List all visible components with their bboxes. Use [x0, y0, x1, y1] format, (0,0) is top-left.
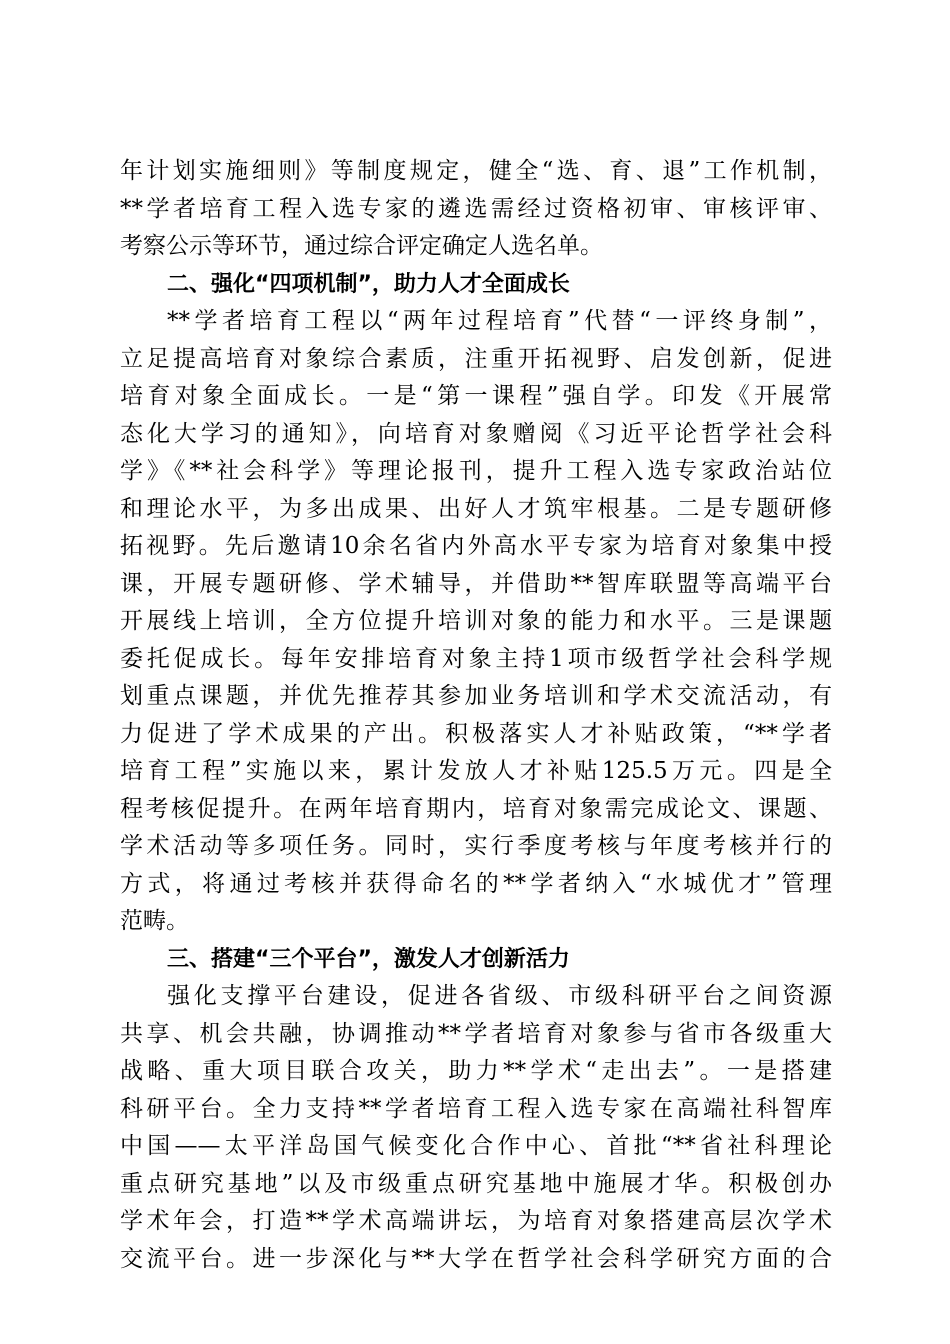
text-line: 委托促成长。每年安排培育对象主持1项市级哲学社会科学规	[120, 645, 832, 672]
text-line: **学者培育工程入选专家的遴选需经过资格初审、审核评审、	[120, 195, 832, 222]
text-line: 战略、重大项目联合攻关，助力**学术“走出去”。一是搭建	[120, 1058, 832, 1084]
text-line: 程考核促提升。在两年培育期内，培育对象需完成论文、课题、	[120, 795, 832, 822]
text-line: 拓视野。先后邀请10余名省内外高水平专家为培育对象集中授	[120, 533, 832, 559]
text-line: 课，开展专题研修、学术辅导，并借助**智库联盟等高端平台	[120, 570, 832, 597]
text-line: 共享、机会共融，协调推动**学者培育对象参与省市各级重大	[120, 1020, 832, 1047]
text-line: 和理论水平，为多出成果、出好人才筑牢根基。二是专题研修	[120, 495, 832, 522]
text-line: 态化大学习的通知》，向培育对象赠阅《习近平论哲学社会科	[120, 420, 832, 447]
text-line: 强化支撑平台建设，促进各省级、市级科研平台之间资源	[167, 983, 832, 1009]
text-line: 培育工程”实施以来，累计发放人才补贴125.5万元。四是全	[120, 758, 832, 784]
text-line: 方式，将通过考核并获得命名的**学者纳入“水城优才”管理	[120, 870, 832, 897]
text-line: 开展线上培训，全方位提升培训对象的能力和水平。三是课题	[120, 608, 832, 634]
section-heading-3: 三、搭建“三个平台”，激发人才创新活力	[167, 946, 570, 972]
text-line: 学术活动等多项任务。同时，实行季度考核与年度考核并行的	[120, 833, 832, 859]
text-line: 学术年会，打造**学术高端讲坛，为培育对象搭建高层次学术	[120, 1208, 832, 1234]
text-line: 考察公示等环节，通过综合评定确定人选名单。	[120, 233, 603, 259]
section-heading-2: 二、强化“四项机制”，助力人才全面成长	[167, 271, 570, 297]
text-line: 科研平台。全力支持**学者培育工程入选专家在高端社科智库	[120, 1095, 832, 1122]
text-line: 中国——太平洋岛国气候变化合作中心、首批“**省社科理论	[120, 1133, 832, 1159]
text-line: 学》《**社会科学》等理论报刊，提升工程入选专家政治站位	[120, 458, 832, 484]
text-line: 交流平台。进一步深化与**大学在哲学社会科学研究方面的合	[120, 1245, 832, 1272]
text-line: 力促进了学术成果的产出。积极落实人才补贴政策，“**学者	[120, 720, 832, 747]
text-line: 年计划实施细则》等制度规定，健全“选、育、退”工作机制，	[120, 158, 832, 184]
text-line: 范畴。	[120, 908, 189, 934]
text-line: **学者培育工程以“两年过程培育”代替“一评终身制”，	[167, 308, 832, 334]
text-line: 划重点课题，并优先推荐其参加业务培训和学术交流活动，有	[120, 683, 832, 709]
text-line: 重点研究基地”以及市级重点研究基地中施展才华。积极创办	[120, 1170, 832, 1197]
text-line: 立足提高培育对象综合素质，注重开拓视野、启发创新，促进	[120, 345, 832, 372]
document-body	[120, 153, 832, 1278]
text-line: 培育对象全面成长。一是“第一课程”强自学。印发《开展常	[120, 383, 832, 409]
